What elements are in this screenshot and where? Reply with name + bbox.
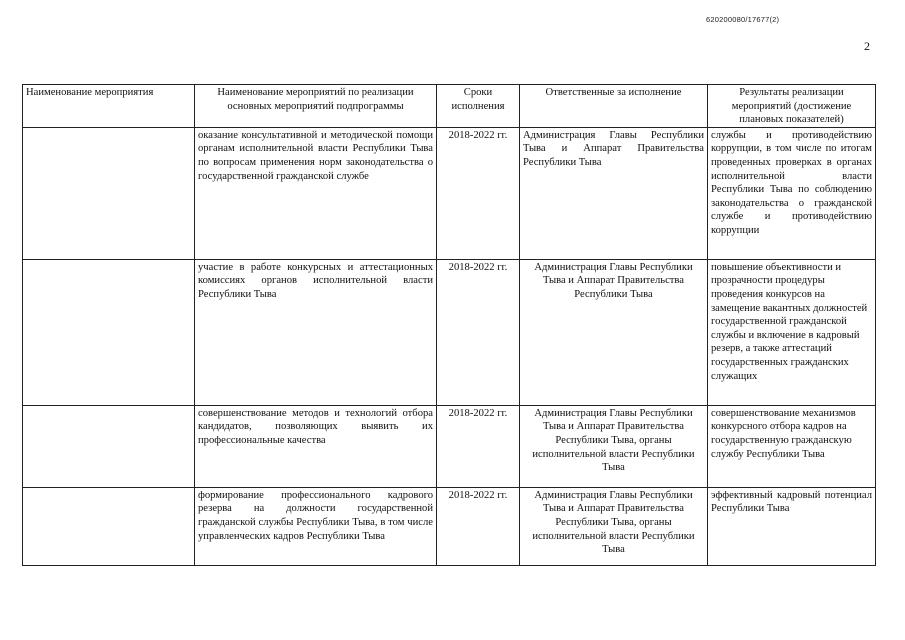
cell-result: службы и противодействию коррупции, в том числе по итогам проведенных проверках в органах исполнительной власти Республики Тыва по соблюдению законодательства о гражданской службе и противодействию коррупции (708, 127, 876, 259)
measures-table (22, 84, 876, 566)
cell-responsible: Администрация Главы Республики Тыва и Аппарат Правительства Республики Тыва, органы исполнительной власти Республики Тыва (520, 405, 708, 487)
table-row (23, 127, 876, 259)
cell-responsible: Администрация Главы Республики Тыва и Аппарат Правительства Республики Тыва (520, 259, 708, 405)
cell-result: повышение объективности и прозрачности процедуры проведения конкурсов на замещение вакантных должностей государственной гражданской службы и включение в кадровый резерв, а также аттестаций государственных гражданских служащих (708, 259, 876, 405)
cell-term: 2018-2022 гг. (437, 487, 520, 565)
cell-result: совершенствование механизмов конкурсного отбора кадров на государственную гражданскую службу Республики Тыва (708, 405, 876, 487)
document-number: 620200080/17677(2) (706, 15, 780, 24)
column-header-responsible: Ответственные за исполнение (520, 85, 708, 128)
cell-term: 2018-2022 гг. (437, 405, 520, 487)
column-header-result: Результаты реализации мероприятий (достижение плановых показателей) (708, 85, 876, 128)
column-header-event: Наименование мероприятия (23, 85, 195, 128)
table-header-row (23, 85, 876, 128)
cell-action: формирование профессионального кадрового резерва на должности государственной гражданской службы Республики Тыва, в том числе управленческих кадров Республики Тыва (195, 487, 437, 565)
cell-event (23, 127, 195, 259)
cell-event (23, 487, 195, 565)
column-header-term: Сроки исполнения (437, 85, 520, 128)
cell-event (23, 259, 195, 405)
cell-action: участие в работе конкурсных и аттестационных комиссиях органов исполнительной власти Республики Тыва (195, 259, 437, 405)
table-row (23, 487, 876, 565)
cell-action: совершенствование методов и технологий отбора кандидатов, позволяющих выявить их профессиональные качества (195, 405, 437, 487)
cell-event (23, 405, 195, 487)
cell-responsible: Администрация Главы Республики Тыва и Аппарат Правительства Республики Тыва, органы исполнительной власти Республики Тыва (520, 487, 708, 565)
cell-term: 2018-2022 гг. (437, 259, 520, 405)
column-header-action: Наименование мероприятий по реализации основных мероприятий подпрограммы (195, 85, 437, 128)
cell-term: 2018-2022 гг. (437, 127, 520, 259)
table-row (23, 259, 876, 405)
page-number: 2 (864, 39, 870, 53)
cell-result: эффективный кадровый потенциал Республики Тыва (708, 487, 876, 565)
cell-action: оказание консультативной и методической помощи органам исполнительной власти Республики Тыва по вопросам применения норм законодательства о государственной гражданской службе (195, 127, 437, 259)
cell-responsible: Администрация Главы Республики Тыва и Аппарат Правительства Республики Тыва (520, 127, 708, 259)
table-row (23, 405, 876, 487)
